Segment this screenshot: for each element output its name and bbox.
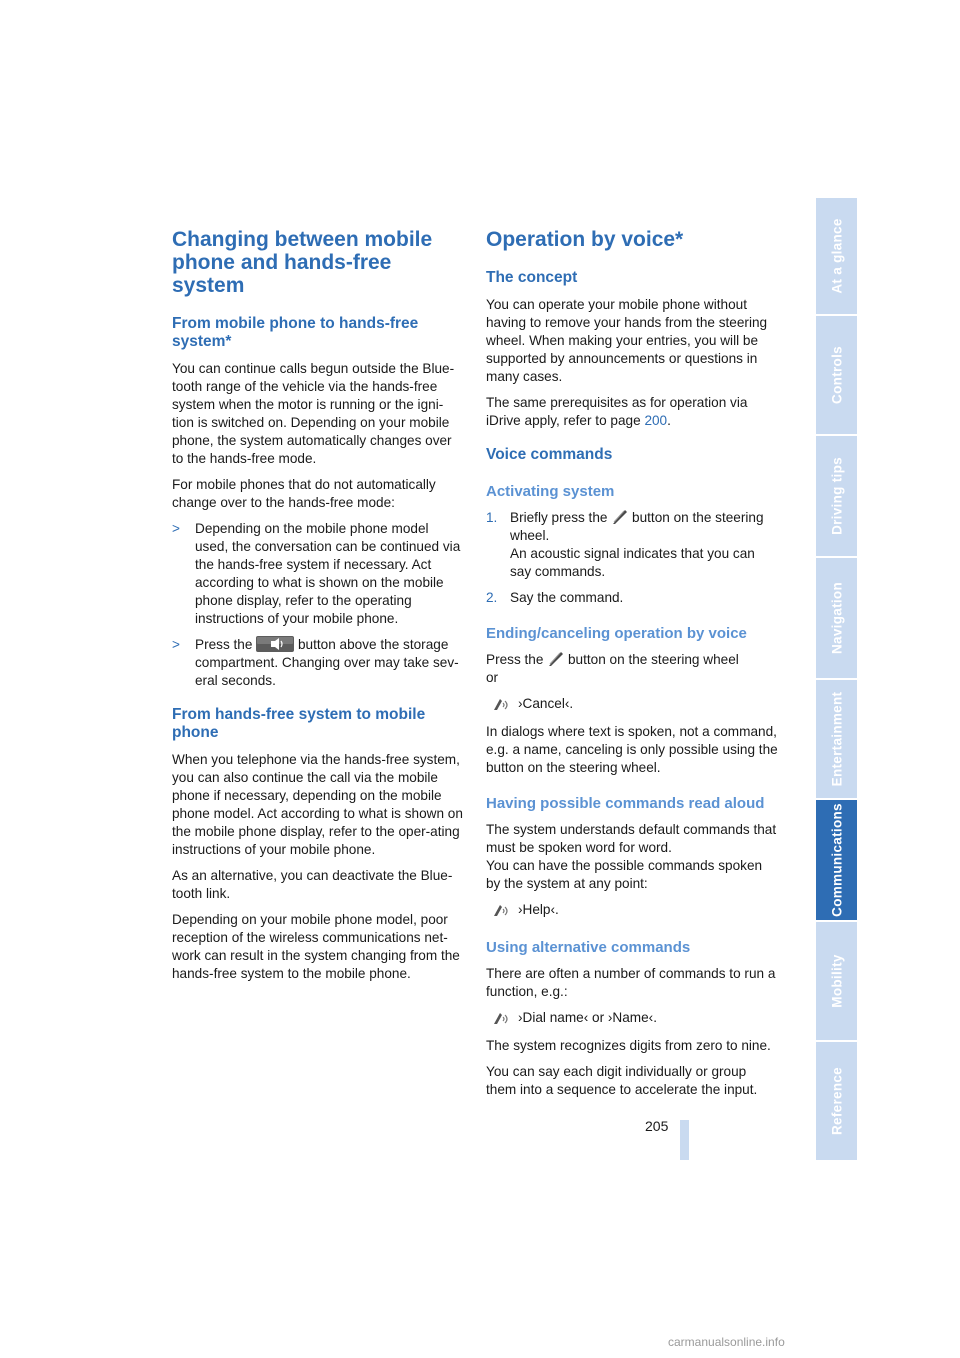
heading-alternative-commands: Using alternative commands <box>486 939 691 956</box>
paragraph: The system understands default commands that must be spoken word for word. You can have the possible commands spoken by the system at any point: <box>486 822 777 891</box>
voice-command-icon <box>486 697 518 711</box>
bullet-item <box>172 520 464 628</box>
paragraph: There are often a number of commands to run a function, e.g.: <box>486 966 776 999</box>
tab-mobility[interactable]: Mobility <box>816 922 857 1042</box>
heading-phone-to-handsfree: From mobile phone to hands-free system* <box>172 315 419 350</box>
section-title-changing: Changing between mobile phone and hands-free system <box>172 228 433 297</box>
voice-command-icon <box>486 903 518 917</box>
heading-voice-commands: Voice commands <box>486 446 613 463</box>
bullet-text: Depending on the mobile phone model used, the conversation can be continued via the hands-free system if necessary. Act according to what is shown on the mobile phone display, refer to the operating instructions of your mobile phone. <box>195 521 461 626</box>
heading-read-aloud: Having possible commands read aloud <box>486 795 765 812</box>
right-column <box>486 228 778 1107</box>
tab-controls[interactable]: Controls <box>816 316 857 436</box>
numbered-step <box>486 509 778 581</box>
voice-command <box>486 1009 778 1027</box>
tab-driving-tips[interactable]: Driving tips <box>816 436 857 558</box>
voice-command-text: ›Cancel‹. <box>518 696 574 711</box>
tab-communications[interactable]: Communications <box>816 800 857 922</box>
talk-button-icon <box>547 651 564 667</box>
paragraph: Press the button on the steering wheel or <box>486 652 739 685</box>
left-column <box>172 228 464 991</box>
paragraph: Depending on your mobile phone model, poor reception of the wireless communications net-work can result in the system changing from the hands-free system to the mobile phone. <box>172 912 460 981</box>
bullet-text: Press the button above the storage compartment. Changing over may take sev-eral seconds. <box>195 637 459 688</box>
step-text: Say the command. <box>510 590 624 605</box>
voice-command-text: ›Dial name‹ or ›Name‹. <box>518 1010 657 1025</box>
bullet-item <box>172 636 464 690</box>
tab-reference[interactable]: Reference <box>816 1042 857 1160</box>
page-link[interactable]: 200 <box>644 413 668 428</box>
voice-command <box>486 901 778 919</box>
paragraph: You can operate your mobile phone without having to remove your hands from the steering wheel. When making your entries, you will be supported by announcements or questions in many cases. <box>486 297 768 384</box>
heading-activating-system: Activating system <box>486 483 615 500</box>
tab-at-a-glance[interactable]: At a glance <box>816 198 857 316</box>
bullet-marker: > <box>172 521 180 536</box>
page-strip <box>680 1120 689 1160</box>
section-title-voice: Operation by voice* <box>486 228 684 251</box>
tab-navigation[interactable]: Navigation <box>816 558 857 680</box>
heading-concept: The concept <box>486 269 578 286</box>
heading-ending-canceling: Ending/canceling operation by voice <box>486 625 747 642</box>
phone-switch-button-icon <box>256 636 294 652</box>
talk-button-icon <box>611 509 628 525</box>
voice-command-text: ›Help‹. <box>518 902 559 917</box>
numbered-step <box>486 589 778 607</box>
paragraph: You can say each digit individually or group them into a sequence to accelerate the input. <box>486 1064 758 1097</box>
watermark: carmanualsonline.info <box>668 1335 785 1349</box>
sidebar-tabs <box>816 198 857 1160</box>
paragraph: The same prerequisites as for operation via iDrive apply, refer to page 200. <box>486 395 748 428</box>
page-number: 205 <box>645 1118 669 1134</box>
paragraph: In dialogs where text is spoken, not a command, e.g. a name, canceling is only possible using the button on the steering wheel. <box>486 724 778 775</box>
voice-command-icon <box>486 1011 518 1025</box>
paragraph: As an alternative, you can deactivate the Blue-tooth link. <box>172 868 453 901</box>
paragraph: For mobile phones that do not automatically change over to the hands-free mode: <box>172 477 436 510</box>
bullet-marker: > <box>172 637 180 652</box>
heading-handsfree-to-phone: From hands-free system to mobile phone <box>172 706 426 741</box>
voice-command <box>486 695 778 713</box>
step-number: 1. <box>486 510 498 525</box>
paragraph: The system recognizes digits from zero to nine. <box>486 1038 771 1053</box>
step-number: 2. <box>486 590 498 605</box>
paragraph: You can continue calls begun outside the Blue-tooth range of the vehicle via the hands-free system when the motor is running or the igni-tion is switched on. Depending on your mobile phone, the system automatically changes over to the hands-free mode. <box>172 361 455 466</box>
paragraph: When you telephone via the hands-free system, you can also continue the call via the mobile phone if necessary, depending on the mobile phone model. Act according to what is shown on the mobile phone display, refer to the oper-ating instructions of your mobile phone. <box>172 752 463 857</box>
tab-entertainment[interactable]: Entertainment <box>816 680 857 800</box>
step-text: Briefly press the button on the steering wheel. An acoustic signal indicates that you can say commands. <box>510 510 764 579</box>
